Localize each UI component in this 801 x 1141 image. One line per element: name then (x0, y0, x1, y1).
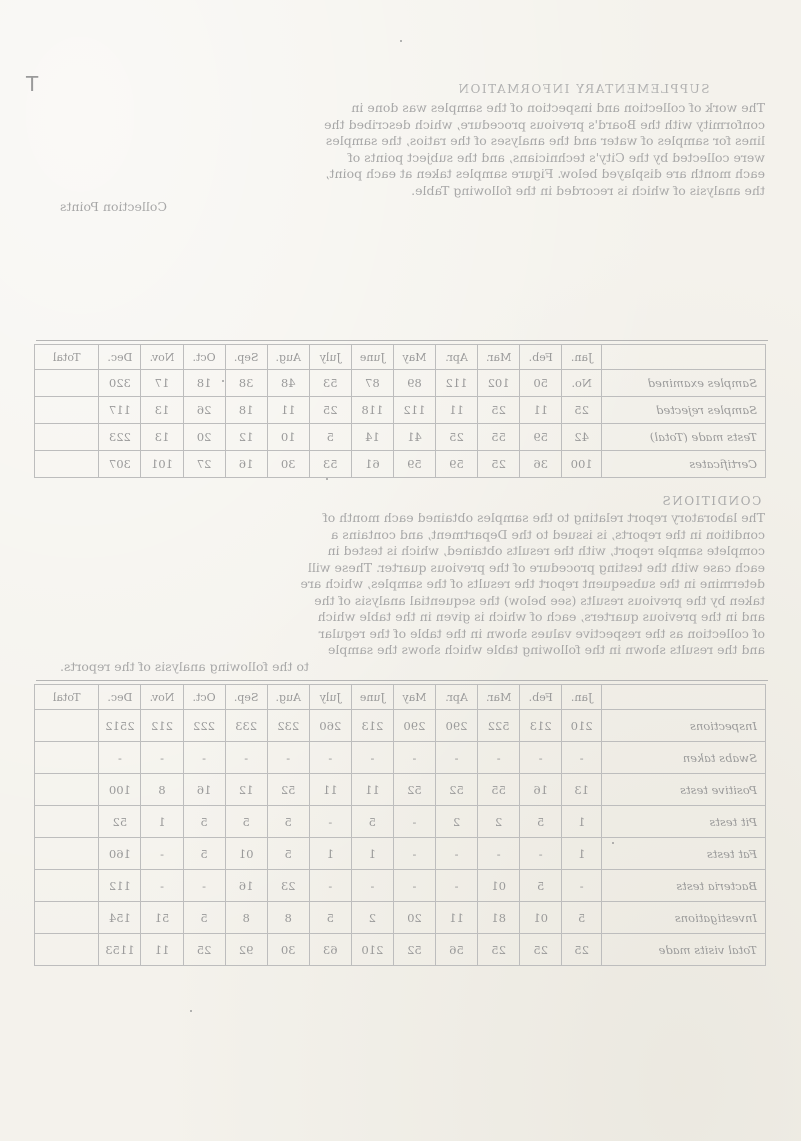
table-cell: 53 (309, 451, 351, 478)
table-cell: - (393, 870, 435, 902)
table-cell: 13 (562, 774, 602, 806)
table-cell: 92 (225, 934, 267, 966)
table-cell: 160 (99, 838, 141, 870)
col-header: Aug. (267, 685, 309, 710)
table-cell: - (520, 838, 562, 870)
table-cell: 8 (267, 902, 309, 934)
table-cell: 59 (436, 451, 478, 478)
col-header: Mar. (478, 345, 520, 370)
table-cell: 55 (478, 424, 520, 451)
table-cell: - (309, 806, 351, 838)
table-cell: 1 (309, 838, 351, 870)
paragraph-line: of collection as the respective values shown in the table of the regular (318, 625, 765, 641)
table-cell: No. (562, 370, 602, 397)
table-cell (35, 774, 99, 806)
table-cell: 87 (351, 370, 393, 397)
table-row (35, 370, 766, 397)
table-cell: 25 (478, 451, 520, 478)
table-header-row (35, 345, 766, 370)
table-cell: 11 (436, 902, 478, 934)
table-cell: - (309, 870, 351, 902)
table-cell (35, 742, 99, 774)
paragraph-1 (60, 100, 765, 216)
table-row (35, 424, 766, 451)
col-header: June (351, 345, 393, 370)
col-header: Apr. (436, 685, 478, 710)
table-cell (35, 370, 99, 397)
table-cell: 1153 (99, 934, 141, 966)
paragraph-line: were collected by the City's technicians, and the subject points of (348, 149, 765, 165)
table-cell (35, 838, 99, 870)
table-cell: 102 (478, 370, 520, 397)
table-cell: 307 (99, 451, 141, 478)
table-cell: 23 (267, 870, 309, 902)
table-cell: - (393, 806, 435, 838)
table-cell: 52 (99, 806, 141, 838)
table-cell: 232 (267, 710, 309, 742)
table-row (35, 902, 766, 934)
paragraph-line: The laboratory report relating to the samples obtained each month of (323, 510, 765, 525)
col-header: Nov. (141, 345, 183, 370)
table-cell: - (141, 838, 183, 870)
table-cell: - (478, 838, 520, 870)
table-row (35, 710, 766, 742)
col-header: May (393, 685, 435, 710)
table-cell: - (351, 742, 393, 774)
table-cell: 11 (351, 774, 393, 806)
table-cell: 25 (520, 934, 562, 966)
table-cell: 30 (267, 451, 309, 478)
row-label: Swabs taken (602, 742, 766, 774)
col-header: Aug. (267, 345, 309, 370)
row-label: Total visits made (602, 934, 766, 966)
table-cell: 1 (351, 838, 393, 870)
table-cell: 52 (436, 774, 478, 806)
table-cell: 5 (309, 902, 351, 934)
row-label: Investigations (602, 902, 766, 934)
table-cell: - (141, 742, 183, 774)
conditions-heading: CONDITIONS (660, 494, 761, 508)
col-header: Mar. (478, 685, 520, 710)
table-cell: 118 (351, 397, 393, 424)
col-header: Jan. (562, 685, 602, 710)
table-cell: 290 (436, 710, 478, 742)
table-cell: - (183, 870, 225, 902)
table-cell: 8 (225, 902, 267, 934)
table-row (35, 806, 766, 838)
table-cell: 52 (267, 774, 309, 806)
table-cell: 2 (351, 902, 393, 934)
table-cell: 1 (141, 806, 183, 838)
table-cell: 223 (99, 424, 141, 451)
table-cell: 10 (267, 424, 309, 451)
table-cell: 212 (141, 710, 183, 742)
table-cell: 26 (183, 397, 225, 424)
paragraph-line: taken by the previous results (see below) the sequential analysis of the (314, 592, 765, 608)
table-cell: 30 (267, 934, 309, 966)
paper-speck (326, 478, 328, 480)
table-cell: 112 (436, 370, 478, 397)
row-label: Fat tests (602, 838, 766, 870)
col-header: Dec. (99, 345, 141, 370)
table-cell: 100 (99, 774, 141, 806)
table-cell: 11 (141, 934, 183, 966)
table-cell: 5 (309, 424, 351, 451)
paper-speck (400, 40, 402, 42)
table-cell: 25 (436, 424, 478, 451)
table-row (35, 397, 766, 424)
table-cell: 63 (309, 934, 351, 966)
table-cell: - (436, 870, 478, 902)
table-cell (35, 397, 99, 424)
table-cell: - (436, 742, 478, 774)
row-label: Inspections (602, 710, 766, 742)
table-cell: - (141, 870, 183, 902)
table-row (35, 934, 766, 966)
paragraph-line: complete sample report, with the results obtained, which is tested in (327, 543, 765, 558)
table-cell: 11 (309, 774, 351, 806)
table-cell: 56 (436, 934, 478, 966)
table-cell: 290 (393, 710, 435, 742)
row-label: Bacteria tests (602, 870, 766, 902)
table-row (35, 742, 766, 774)
table-cell: 112 (393, 397, 435, 424)
table-cell: 11 (520, 397, 562, 424)
table-cell: 18 (183, 370, 225, 397)
table-cell: 55 (478, 774, 520, 806)
table-cell: 25 (183, 934, 225, 966)
col-header: July (309, 345, 351, 370)
table-cell: 12 (225, 774, 267, 806)
table-cell: 5 (267, 806, 309, 838)
row-label: Samples examined (602, 370, 766, 397)
row-label: Positive tests (602, 774, 766, 806)
table-cell: 5 (225, 806, 267, 838)
table-cell: 25 (478, 397, 520, 424)
table-cell (35, 806, 99, 838)
col-header: Apr. (436, 345, 478, 370)
table-cell: 16 (225, 870, 267, 902)
table-cell: - (267, 742, 309, 774)
table-cell (35, 424, 99, 451)
divider (36, 340, 768, 341)
table-cell: 16 (225, 451, 267, 478)
table-cell: 522 (478, 710, 520, 742)
table-cell: 1 (562, 838, 602, 870)
table-cell: 25 (309, 397, 351, 424)
table-cell: - (436, 838, 478, 870)
inspections-table (34, 684, 766, 966)
table-cell: 5 (351, 806, 393, 838)
table-cell: 42 (562, 424, 602, 451)
table-row (35, 870, 766, 902)
table-cell: 01 (520, 902, 562, 934)
table-cell: 5 (520, 806, 562, 838)
table-cell: 81 (478, 902, 520, 934)
table-cell: 20 (393, 902, 435, 934)
table-cell: 233 (225, 710, 267, 742)
table-cell (35, 934, 99, 966)
table-cell: 2 (478, 806, 520, 838)
paragraph-line: Collection Points (60, 199, 167, 214)
table-cell: 17 (141, 370, 183, 397)
table-cell: - (562, 870, 602, 902)
row-label: Tests made (Total) (602, 424, 766, 451)
col-header: Feb. (520, 345, 562, 370)
table-cell: 213 (520, 710, 562, 742)
table-cell: 25 (562, 934, 602, 966)
table-cell: 48 (267, 370, 309, 397)
table-cell: 210 (351, 934, 393, 966)
paper-speck (222, 380, 224, 382)
table-cell: 38 (225, 370, 267, 397)
table-cell: - (99, 742, 141, 774)
table-cell: 20 (183, 424, 225, 451)
paragraph-line: to the following analysis of the reports. (60, 658, 310, 674)
table-cell: 5 (183, 838, 225, 870)
table-cell: 11 (436, 397, 478, 424)
table-cell: - (520, 742, 562, 774)
table-cell: 61 (351, 451, 393, 478)
table-cell: 52 (393, 774, 435, 806)
table-cell (35, 870, 99, 902)
table-header-row (35, 685, 766, 710)
col-header: Total (35, 685, 99, 710)
table-cell: 8 (141, 774, 183, 806)
paragraph-line: each case with the testing procedure of the previous quarter. These will (307, 559, 765, 575)
row-label: Pit tests (602, 806, 766, 838)
table-cell: 117 (99, 397, 141, 424)
table-cell: 2512 (99, 710, 141, 742)
page-number: T (26, 72, 39, 96)
paragraph-line: lines for samples of water and the analyses of the ratios, the samples (325, 133, 765, 148)
table-cell: 222 (183, 710, 225, 742)
table-cell: 2 (436, 806, 478, 838)
table-cell: 14 (351, 424, 393, 451)
table-cell: - (393, 742, 435, 774)
col-header: Oct. (183, 345, 225, 370)
table-row (35, 774, 766, 806)
table-cell: 59 (520, 424, 562, 451)
row-label: Certificates (602, 451, 766, 478)
col-header: Nov. (141, 685, 183, 710)
table-row (35, 838, 766, 870)
table-cell: 320 (99, 370, 141, 397)
table-row (35, 451, 766, 478)
divider (36, 680, 768, 681)
paragraph-line: and the results shown in the following table which shows the sample (327, 642, 765, 657)
table-cell: 25 (562, 397, 602, 424)
table-cell: 89 (393, 370, 435, 397)
table-cell: - (393, 838, 435, 870)
table-cell (35, 710, 99, 742)
table-cell (35, 902, 99, 934)
table-cell: 13 (141, 424, 183, 451)
paragraph-line: and in the previous quarters, each of which is given in the table which (317, 609, 765, 624)
table-cell: - (478, 742, 520, 774)
section-heading: SUPPLEMENTARY INFORMATION (457, 82, 710, 96)
col-header: Jan. (562, 345, 602, 370)
col-header: Sep. (225, 345, 267, 370)
col-header: Dec. (99, 685, 141, 710)
table-cell: 59 (393, 451, 435, 478)
table-cell: 18 (225, 397, 267, 424)
paragraph-2 (60, 510, 765, 675)
table-cell: 154 (99, 902, 141, 934)
table-cell: 5 (562, 902, 602, 934)
paragraph-line: each month are displayed below. Figure samples taken at each point, (325, 166, 765, 181)
samples-table (34, 344, 766, 478)
table-cell: 51 (141, 902, 183, 934)
table-cell: 5 (183, 902, 225, 934)
table-cell: 12 (225, 424, 267, 451)
table-cell: - (225, 742, 267, 774)
table-cell: 41 (393, 424, 435, 451)
table-cell: 101 (141, 451, 183, 478)
table-cell: 01 (478, 870, 520, 902)
table-cell: 01 (225, 838, 267, 870)
paragraph-line: the analysis of which is recorded in the following Table. (411, 182, 765, 198)
col-header: June (351, 685, 393, 710)
col-header: Sep. (225, 685, 267, 710)
table-cell: 11 (267, 397, 309, 424)
table-cell: 50 (520, 370, 562, 397)
paragraph-line: determine in the subsequent report the results of the samples, which are (300, 576, 765, 591)
table-cell: 5 (267, 838, 309, 870)
table-cell: 53 (309, 370, 351, 397)
table-cell: 16 (520, 774, 562, 806)
table-cell: - (309, 742, 351, 774)
table-cell: - (562, 742, 602, 774)
table-cell (35, 451, 99, 478)
table-cell: 112 (99, 870, 141, 902)
paper-speck (190, 1010, 192, 1012)
table-cell: 5 (183, 806, 225, 838)
table-cell: 213 (351, 710, 393, 742)
col-header: Oct. (183, 685, 225, 710)
table-cell: 260 (309, 710, 351, 742)
table-cell: 5 (520, 870, 562, 902)
table-cell: 25 (478, 934, 520, 966)
table-cell: 16 (183, 774, 225, 806)
table-cell: - (183, 742, 225, 774)
table-cell: - (351, 870, 393, 902)
paper-speck (612, 842, 614, 844)
col-header: July (309, 685, 351, 710)
table-cell: 100 (562, 451, 602, 478)
row-label: Samples rejected (602, 397, 766, 424)
table-cell: 1 (562, 806, 602, 838)
table-cell: 13 (141, 397, 183, 424)
paragraph-line: The work of collection and inspection of the samples was done in (351, 100, 765, 115)
paragraph-line: conformity with the Board's previous procedure, which described the (324, 116, 765, 132)
col-header: Total (35, 345, 99, 370)
table-cell: 36 (520, 451, 562, 478)
paragraph-line: condition in the reports, is issued to the Department, and contains a (330, 526, 765, 542)
table-cell: 27 (183, 451, 225, 478)
col-header: May (393, 345, 435, 370)
table-cell: 52 (393, 934, 435, 966)
col-header: Feb. (520, 685, 562, 710)
table-cell: 210 (562, 710, 602, 742)
